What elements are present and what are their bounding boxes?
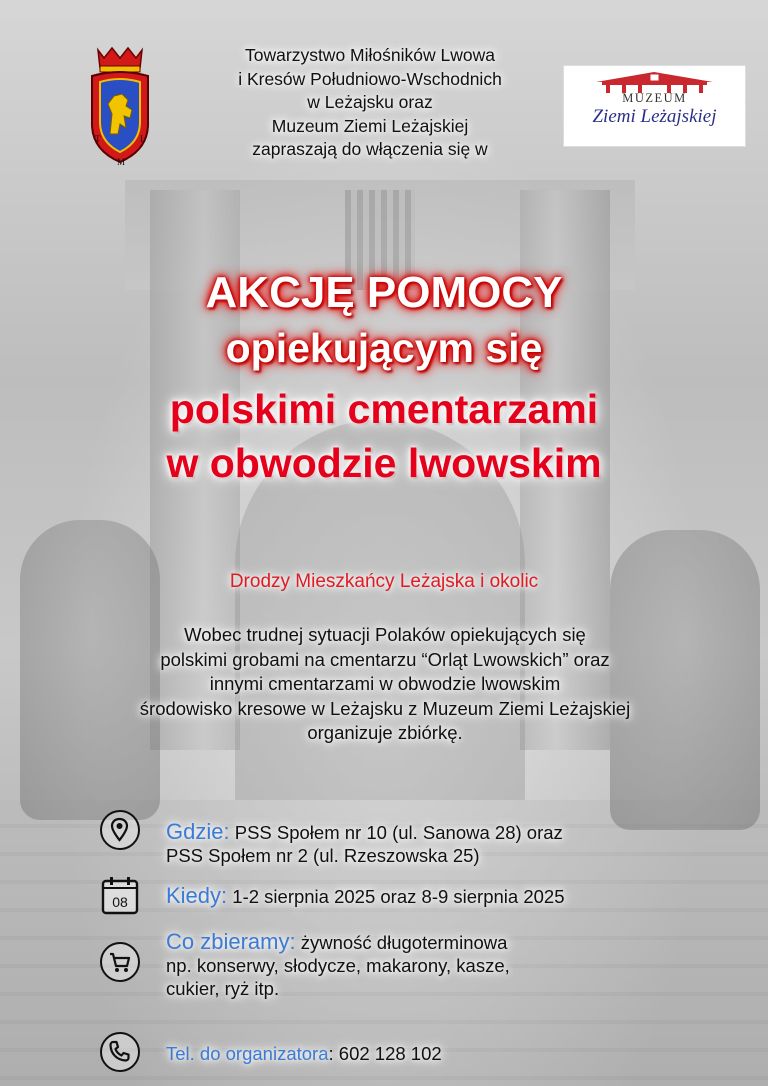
phone-icon: [100, 1032, 140, 1072]
headline-line1: AKCJĘ POMOCY: [205, 268, 563, 317]
header-line: zapraszają do włączenia się w: [252, 139, 488, 159]
appeal-line: polskimi grobami na cmentarzu “Orląt Lwowskich” oraz: [160, 648, 610, 670]
where-line1: PSS Społem nr 10 (ul. Sanowa 28) oraz: [234, 822, 563, 843]
what-line2: np. konserwy, słodycze, makarony, kasze,: [166, 955, 510, 976]
museum-logo: [564, 66, 745, 146]
what-label: Co zbieramy:: [166, 929, 296, 954]
what-info: [166, 930, 510, 1000]
when-label: Kiedy:: [166, 883, 228, 908]
where-info: [166, 820, 563, 867]
museum-logo-line1: MUZEUM: [622, 91, 687, 105]
phone-info: [166, 1042, 442, 1065]
calendar-day: 08: [112, 894, 128, 910]
shopping-cart-icon: [100, 942, 140, 982]
what-line3: cukier, ryż itp.: [166, 978, 280, 999]
location-pin-icon: [100, 810, 140, 850]
crest-letter-t: T: [95, 134, 101, 144]
appeal-line: innymi cmentarzami w obwodzie lwowskim: [209, 673, 561, 694]
appeal-line: organizuje zbiórkę.: [307, 722, 463, 743]
appeal-text: [90, 623, 680, 746]
headline-line2: opiekującym się: [225, 325, 543, 371]
appeal-line: Wobec trudnej sytuacji Polaków opiekujących się: [184, 624, 586, 645]
header-line: Muzeum Ziemi Leżajskiej: [271, 115, 469, 136]
header-line: i Kresów Południowo-Wschodnich: [238, 68, 502, 89]
headline-line4: w obwodzie lwowskim: [166, 440, 602, 486]
when-value: 1-2 sierpnia 2025 oraz 8-9 sierpnia 2025: [232, 886, 565, 907]
crest-letter-l: L: [140, 134, 146, 144]
society-crest-icon: [82, 44, 158, 166]
what-line1: żywność długoterminowa: [300, 932, 508, 953]
crest-letter-m: M: [117, 157, 126, 166]
appeal-line: środowisko kresowe w Leżajsku z Muzeum Ziemi Leżajskiej: [139, 697, 631, 719]
headline-line3: polskimi cmentarzami: [169, 386, 599, 432]
calendar-icon: [100, 874, 140, 916]
phone-label: Tel. do organizatora: [166, 1043, 329, 1064]
phone-number: : 602 128 102: [328, 1043, 442, 1064]
when-info: [166, 884, 564, 908]
where-line2: PSS Społem nr 2 (ul. Rzeszowska 25): [166, 845, 480, 866]
museum-logo-line2: Ziemi Leżajskiej: [592, 106, 717, 127]
organizers-header: [180, 44, 560, 162]
header-line: w Leżajsku oraz: [307, 92, 433, 112]
greeting: Drodzy Mieszkańcy Leżajska i okolic: [229, 571, 539, 592]
where-label: Gdzie:: [166, 819, 230, 844]
header-line: Towarzystwo Miłośników Lwowa: [245, 45, 495, 65]
